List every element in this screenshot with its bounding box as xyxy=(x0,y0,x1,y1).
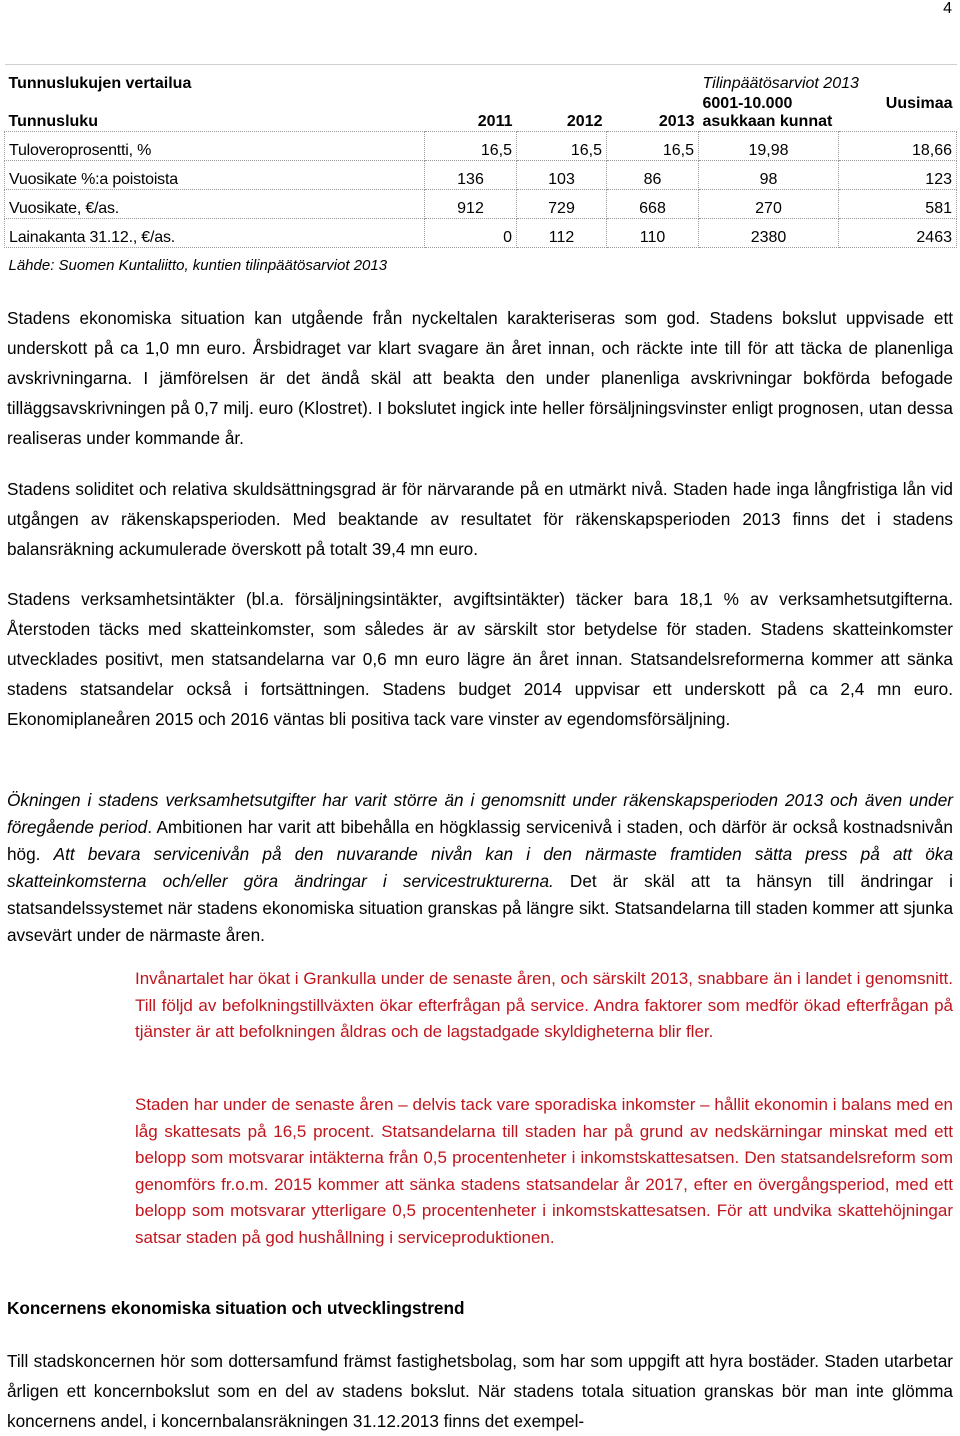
table-source: Lähde: Suomen Kuntaliitto, kuntien tilinpäätösarviot 2013 xyxy=(8,256,388,274)
table-source-row xyxy=(5,248,957,275)
text-2: Det är skäl att ta hänsyn till ändringar i statsandelssystemet när stadens ekonomiska situation granskas på längre sikt. Statsandelarna till staden kommer att sjunka avsevärt under de närmaste åren. xyxy=(7,871,953,945)
region-header: Uusimaa xyxy=(885,95,953,112)
row-label: Tuloveroprosentti, % xyxy=(5,132,425,161)
paragraph-solidity: Stadens soliditet och relativa skuldsättningsgrad är för närvarande på en utmärkt nivå. Staden hade inga långfristiga lån vid utgången av räkenskapsperioden. Med beaktande av resultatet för räkenskapsperioden 2013 finns det i stadens balansräkning ackumulerade överskott på totalt 39,4 mn euro. xyxy=(7,479,953,559)
row-label: Lainakanta 31.12., €/as. xyxy=(5,219,425,248)
table-title: Tunnuslukujen vertailua xyxy=(5,65,425,94)
cell: 123 xyxy=(839,161,957,190)
row-label: Vuosikate, €/as. xyxy=(5,190,425,219)
paragraph-economic-situation: Stadens ekonomiska situation kan utgående från nyckeltalen karakteriseras som god. Stadens bokslut uppvisade ett underskott på ca 1,0 mn euro. Årsbidraget var klart svagare än året innan, och räckte inte till för att täcka de planenliga avskrivningarna. I jämförelsen är det ändå skäl att beakta den under planenliga avskrivningar bokförda befogade tilläggsavskrivningen på 0,7 milj. euro (Klostret). I bokslutet ingick inte heller försäljningsvinster enligt prognosen, utan dessa realiseras under kommande år. xyxy=(7,308,953,448)
year-2012: 2012 xyxy=(566,113,603,131)
section-heading: Koncernens ekonomiska situation och utvecklingstrend xyxy=(7,1298,465,1318)
cell: 581 xyxy=(839,190,957,219)
table-row xyxy=(5,161,957,190)
cell: 16,5 xyxy=(425,132,517,161)
cell: 16,5 xyxy=(607,132,699,161)
cell: 136 xyxy=(425,161,517,190)
cell: 668 xyxy=(607,190,699,219)
col-label: Tunnusluku xyxy=(8,113,98,131)
paragraph-group: Till stadskoncernen hör som dottersamfund främst fastighetsbolag, som har som uppgift att hyra bostäder. Staden utarbetar årligen ett koncernbokslut som en del av stadens bokslut. När stadens totala situation granskas bör man inte glömma koncernens andel, i koncernbalansräkningen 31.12.2013 finns det exempel- xyxy=(7,1351,953,1431)
cell: 2463 xyxy=(839,219,957,248)
cell: 112 xyxy=(517,219,607,248)
cell: 98 xyxy=(699,161,839,190)
red-paragraph-tax-rate: Staden har under de senaste åren – delvis tack vare sporadiska inkomster – hållit ekonomin i balans med en låg skattesats på 16,5 procent. Statsandelarna till staden har på grund av nedskärningar minskat med ett belopp som motsvarar intäkterna från 0,5 procentenheter i inkomstskattesatsen. Den statsandelsreform som genomförs fr.o.m. 2015 kommer att sänka stadens statsandelar år 2017, efter en övergångsperiod, med ett belopp som motsvarar ytterligare 0,5 procentenheter i inkomstskattesatsen. För att undvika skattehöjningar satsar staden på god hushållning i serviceproduktionen. xyxy=(135,1095,953,1247)
cell: 0 xyxy=(425,219,517,248)
text-1: . Ambitionen har varit att bibehålla en högklassig servicenivå i staden, och därför är också kostnadsnivån hög. xyxy=(7,817,953,864)
row-label: Vuosikate %:a poistoista xyxy=(5,161,425,190)
key-figures-table xyxy=(4,64,957,274)
table-row xyxy=(5,190,957,219)
red-paragraph-population: Invånartalet har ökat i Grankulla under de senaste åren, och särskilt 2013, snabbare än i landet i genomsnitt. Till följd av befolkningstillväxten ökar efterfrågan på service. Andra faktorer som medför ökad efterfrågan på tjänster är att befolkningen åldras och de lagstadgade skyldigheterna blir fler. xyxy=(135,969,953,1041)
paragraph-operating-income: Stadens verksamhetsintäkter (bl.a. försäljningsintäkter, avgiftsintäkter) täcker bara 18,1 % av verksamhetsutgifterna. Återstoden täcks med skatteinkomster, som således är av särskilt stor betydelse för staden. Stadens skatteinkomster utvecklades positivt, men statsandelarna var 0,6 mn euro lägre än året innan. Statsandelsreformerna kommer att sänka stadens statsandelar också i fortsättningen. Stadens budget 2014 uppvisar ett underskott på ca 2,4 mn euro. Ekonomiplaneåren 2015 och 2016 väntas bli positiva tack vare vinster av egendomsförsäljning. xyxy=(7,589,953,729)
italic-text-1: Ökningen i stadens verksamhetsutgifter har varit större än i genomsnitt under räkenskapsperioden 2013 och även under föregående period xyxy=(7,790,953,837)
paragraph-expenditure-growth xyxy=(7,787,953,949)
cell: 110 xyxy=(607,219,699,248)
table-row xyxy=(5,132,957,161)
group-line1: 6001-10.000 xyxy=(702,95,793,112)
group-line2: asukkaan kunnat xyxy=(702,113,833,130)
year-2013: 2013 xyxy=(658,113,695,131)
cell: 2380 xyxy=(699,219,839,248)
table-title-row xyxy=(5,65,957,94)
page-number: 4 xyxy=(943,0,952,17)
cell: 270 xyxy=(699,190,839,219)
cell: 912 xyxy=(425,190,517,219)
cell: 18,66 xyxy=(839,132,957,161)
table-row xyxy=(5,219,957,248)
municipality-group-header xyxy=(699,93,839,132)
cell: 19,98 xyxy=(699,132,839,161)
cell: 729 xyxy=(517,190,607,219)
italic-text-2: Att bevara servicenivån på den nuvarande nivån kan i den närmaste framtiden sätta press på att öka skatteinkomsterna och/eller göra ändringar i servicestrukturerna. xyxy=(7,844,953,891)
year-2011: 2011 xyxy=(477,113,513,131)
cell: 16,5 xyxy=(517,132,607,161)
cell: 103 xyxy=(517,161,607,190)
budget-header: Tilinpäätösarviot 2013 xyxy=(699,65,957,94)
cell: 86 xyxy=(607,161,699,190)
table-header-row xyxy=(5,93,957,132)
